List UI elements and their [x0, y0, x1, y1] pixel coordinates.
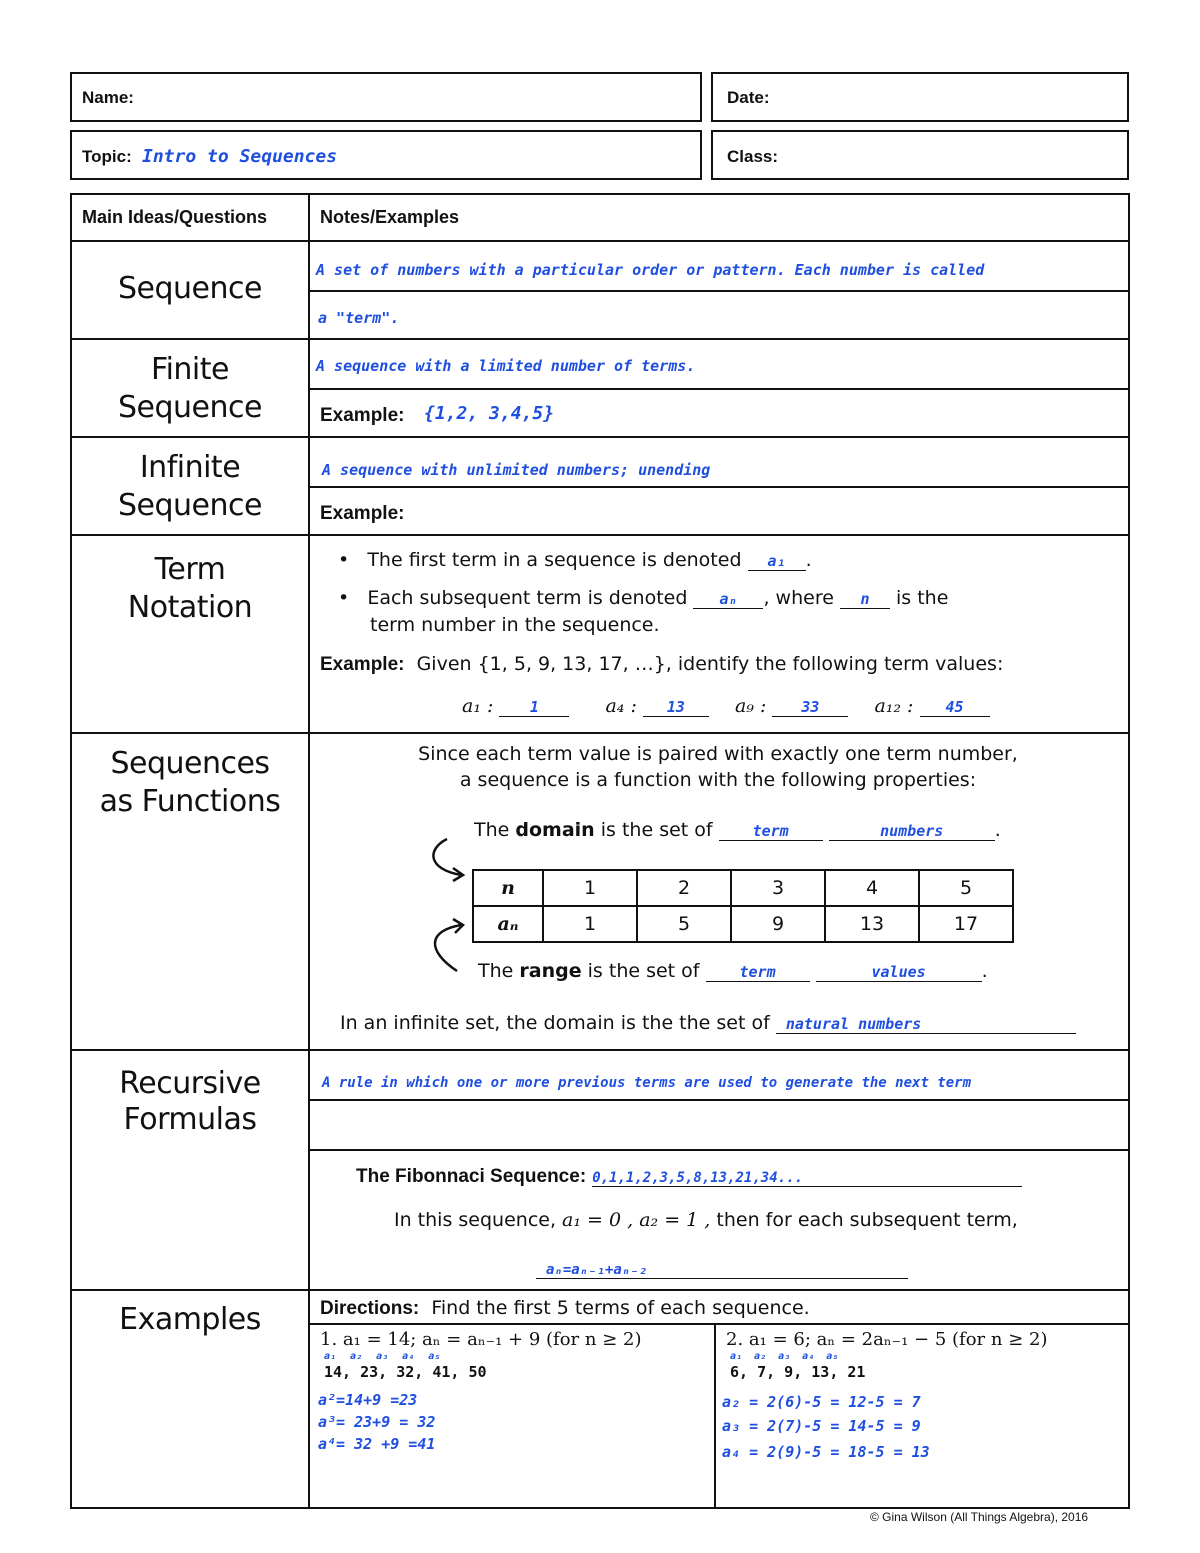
- term-a1-label: a₁ :: [462, 695, 494, 717]
- example-1-prompt: 1. a₁ = 14; aₙ = aₙ₋₁ + 9 (for n ≥ 2): [320, 1329, 642, 1350]
- range-bold: range: [519, 960, 582, 982]
- column-header-left: Main Ideas/Questions: [82, 207, 268, 227]
- term-a9-label: a₉ :: [734, 695, 767, 717]
- sequence-def-line1: A set of numbers with a particular order or pattern. Each number is called: [316, 261, 985, 279]
- table-row: [473, 906, 1013, 942]
- rule: [308, 1323, 1128, 1325]
- table-cell: 9: [731, 906, 825, 942]
- term-bullet-2-text-a: Each subsequent term is denoted: [367, 587, 688, 609]
- finite-title-1: Finite: [151, 352, 229, 387]
- term-bullet-2-answer: aₙ: [693, 590, 763, 609]
- notes-table: [70, 193, 1130, 1509]
- term-example: [320, 653, 1003, 676]
- infinite-def: A sequence with unlimited numbers; unending: [322, 461, 711, 479]
- sequence-title: Sequence: [118, 271, 262, 306]
- example-2-work-1: a₂ = 2(6)-5 = 12-5 = 7: [722, 1393, 921, 1411]
- name-box: [70, 72, 702, 122]
- example-1-work-3: a⁴= 32 +9 =41: [318, 1435, 436, 1453]
- range-line: The range is the set of term values .: [478, 960, 988, 982]
- domain-pre: The: [474, 819, 510, 841]
- range-answer-1: term: [706, 963, 810, 982]
- rule: [72, 436, 1128, 438]
- term-bullet-2-text-c: is the: [896, 587, 949, 609]
- rule: [72, 240, 1128, 242]
- fib-a2: a₂ = 1 ,: [639, 1209, 711, 1231]
- directions: [320, 1297, 810, 1320]
- term-a1-answer: 1: [499, 698, 569, 717]
- fib-value: 0,1,1,2,3,5,8,13,21,34...: [592, 1170, 1022, 1187]
- class-label: Class:: [727, 147, 779, 166]
- sequence-table: [472, 869, 1014, 943]
- range-arrow-icon: [427, 917, 477, 977]
- functions-intro-2: a sequence is a function with the following properties:: [459, 769, 977, 791]
- term-bullet-1-answer: a₁: [748, 552, 806, 571]
- term-a12-answer: 45: [920, 698, 990, 717]
- example-1-work-2: a³= 23+9 = 32: [318, 1413, 436, 1431]
- term-notation-title-2: Notation: [127, 590, 253, 625]
- topic-value: Intro to Sequences: [142, 146, 338, 167]
- table-cell: 3: [731, 870, 825, 906]
- functions-intro-1: Since each term value is paired with exactly one term number,: [418, 743, 1018, 765]
- name-label: Name:: [82, 88, 134, 107]
- infinite-title-1: Infinite: [139, 450, 241, 485]
- term-a4-label: a₄ :: [605, 695, 637, 717]
- directions-label: Directions:: [320, 1298, 420, 1319]
- functions-title-2: as Functions: [99, 784, 281, 819]
- finite-example-value: {1,2, 3,4,5}: [424, 403, 555, 424]
- infinite-set-answer: natural numbers: [776, 1015, 1076, 1034]
- domain-answer-2: numbers: [829, 822, 995, 841]
- term-a4-answer: 13: [643, 698, 709, 717]
- directions-text: Find the first 5 terms of each sequence.: [431, 1297, 810, 1319]
- term-notation-title-1: Term: [154, 552, 226, 587]
- example-1-answer: 14, 23, 32, 41, 50: [324, 1363, 487, 1381]
- fib-line: [356, 1165, 1022, 1188]
- table-cell: 1: [543, 906, 637, 942]
- rule: [308, 388, 1128, 390]
- example-2-work-3: a₄ = 2(9)-5 = 18-5 = 13: [722, 1443, 930, 1461]
- domain-post: is the set of: [600, 819, 713, 841]
- column-header-right: Notes/Examples: [320, 207, 460, 227]
- table-cell: 17: [919, 906, 1013, 942]
- rule: [72, 534, 1128, 536]
- topic-label: Topic:: [82, 147, 132, 166]
- example-2-prompt: 2. a₁ = 6; aₙ = 2aₙ₋₁ − 5 (for n ≥ 2): [726, 1329, 1048, 1350]
- domain-arrow-icon: [427, 835, 477, 885]
- table-row: [473, 870, 1013, 906]
- domain-bold: domain: [515, 819, 595, 841]
- class-box: [711, 130, 1129, 180]
- finite-title-2: Sequence: [118, 390, 262, 425]
- rule: [72, 1289, 1128, 1291]
- sequence-def-line2: a "term".: [318, 309, 400, 327]
- table-cell: aₙ: [473, 906, 543, 942]
- date-box: [711, 72, 1129, 122]
- infinite-example-label: Example:: [320, 503, 405, 524]
- term-values: [462, 695, 990, 717]
- functions-title-1: Sequences: [110, 746, 270, 781]
- rule: [72, 732, 1128, 734]
- domain-line: The domain is the set of term numbers .: [474, 819, 1001, 841]
- recursive-def: A rule in which one or more previous terms are used to generate the next term: [322, 1075, 972, 1091]
- examples-title: Examples: [119, 1302, 261, 1337]
- fib-label: The Fibonnaci Sequence:: [356, 1166, 587, 1187]
- rule: [72, 338, 1128, 340]
- examples-divider: [714, 1323, 716, 1507]
- term-example-label: Example:: [320, 654, 405, 675]
- copyright-footer: © Gina Wilson (All Things Algebra), 2016: [870, 1510, 1089, 1524]
- recursive-title-1: Recursive: [119, 1066, 261, 1101]
- example-2-work-2: a₃ = 2(7)-5 = 14-5 = 9: [722, 1417, 921, 1435]
- table-cell: 5: [919, 870, 1013, 906]
- finite-def: A sequence with a limited number of terms.: [316, 357, 696, 375]
- table-cell: 2: [637, 870, 731, 906]
- term-a12-label: a₁₂ :: [874, 695, 914, 717]
- finite-example-label: Example:: [320, 405, 405, 426]
- example-2-labels: a₁ a₂ a₃ a₄ a₅: [730, 1351, 839, 1362]
- term-bullet-2-answer2: n: [840, 590, 890, 609]
- term-a9-answer: 33: [772, 698, 848, 717]
- table-cell: 4: [825, 870, 919, 906]
- date-label: Date:: [727, 88, 770, 107]
- infinite-title-2: Sequence: [118, 488, 262, 523]
- fib-text-b: then for each subsequent term,: [716, 1209, 1018, 1231]
- infinite-set-line: [340, 1012, 1076, 1034]
- range-pre: The: [478, 960, 514, 982]
- term-bullet-2-line2: term number in the sequence.: [370, 614, 660, 636]
- infinite-set-text: In an infinite set, the domain is the the set of: [340, 1012, 770, 1034]
- fib-text-a: In this sequence,: [394, 1209, 556, 1231]
- domain-answer-1: term: [719, 822, 823, 841]
- example-1-work-1: a²=14+9 =23: [318, 1391, 418, 1409]
- rule: [308, 1099, 1128, 1101]
- range-answer-2: values: [816, 963, 982, 982]
- table-cell: 5: [637, 906, 731, 942]
- column-divider: [308, 195, 310, 1507]
- table-cell: 13: [825, 906, 919, 942]
- fib-formula-line: [536, 1257, 908, 1279]
- rule: [72, 1049, 1128, 1051]
- example-1-labels: a₁ a₂ a₃ a₄ a₅: [324, 1351, 441, 1362]
- range-post: is the set of: [587, 960, 700, 982]
- term-bullet-2-text-b: , where: [763, 587, 834, 609]
- recursive-title-2: Formulas: [123, 1102, 257, 1137]
- term-example-text: Given {1, 5, 9, 13, 17, …}, identify the following term values:: [416, 653, 1004, 675]
- table-cell: n: [473, 870, 543, 906]
- rule: [308, 290, 1128, 292]
- fib-a1: a₁ = 0 ,: [562, 1209, 634, 1231]
- term-bullet-1-text: The first term in a sequence is denoted: [367, 549, 742, 571]
- term-bullet-2: • Each subsequent term is denoted aₙ , where n is the: [338, 587, 949, 609]
- rule: [308, 486, 1128, 488]
- table-cell: 1: [543, 870, 637, 906]
- fib-text-line: [394, 1209, 1018, 1231]
- term-bullet-1: • The first term in a sequence is denoted a₁ .: [338, 549, 812, 571]
- fib-formula: aₙ=aₙ₋₁+aₙ₋₂: [536, 1262, 908, 1279]
- rule: [308, 1149, 1128, 1151]
- example-2-answer: 6, 7, 9, 13, 21: [730, 1363, 866, 1381]
- topic-box: [70, 130, 702, 180]
